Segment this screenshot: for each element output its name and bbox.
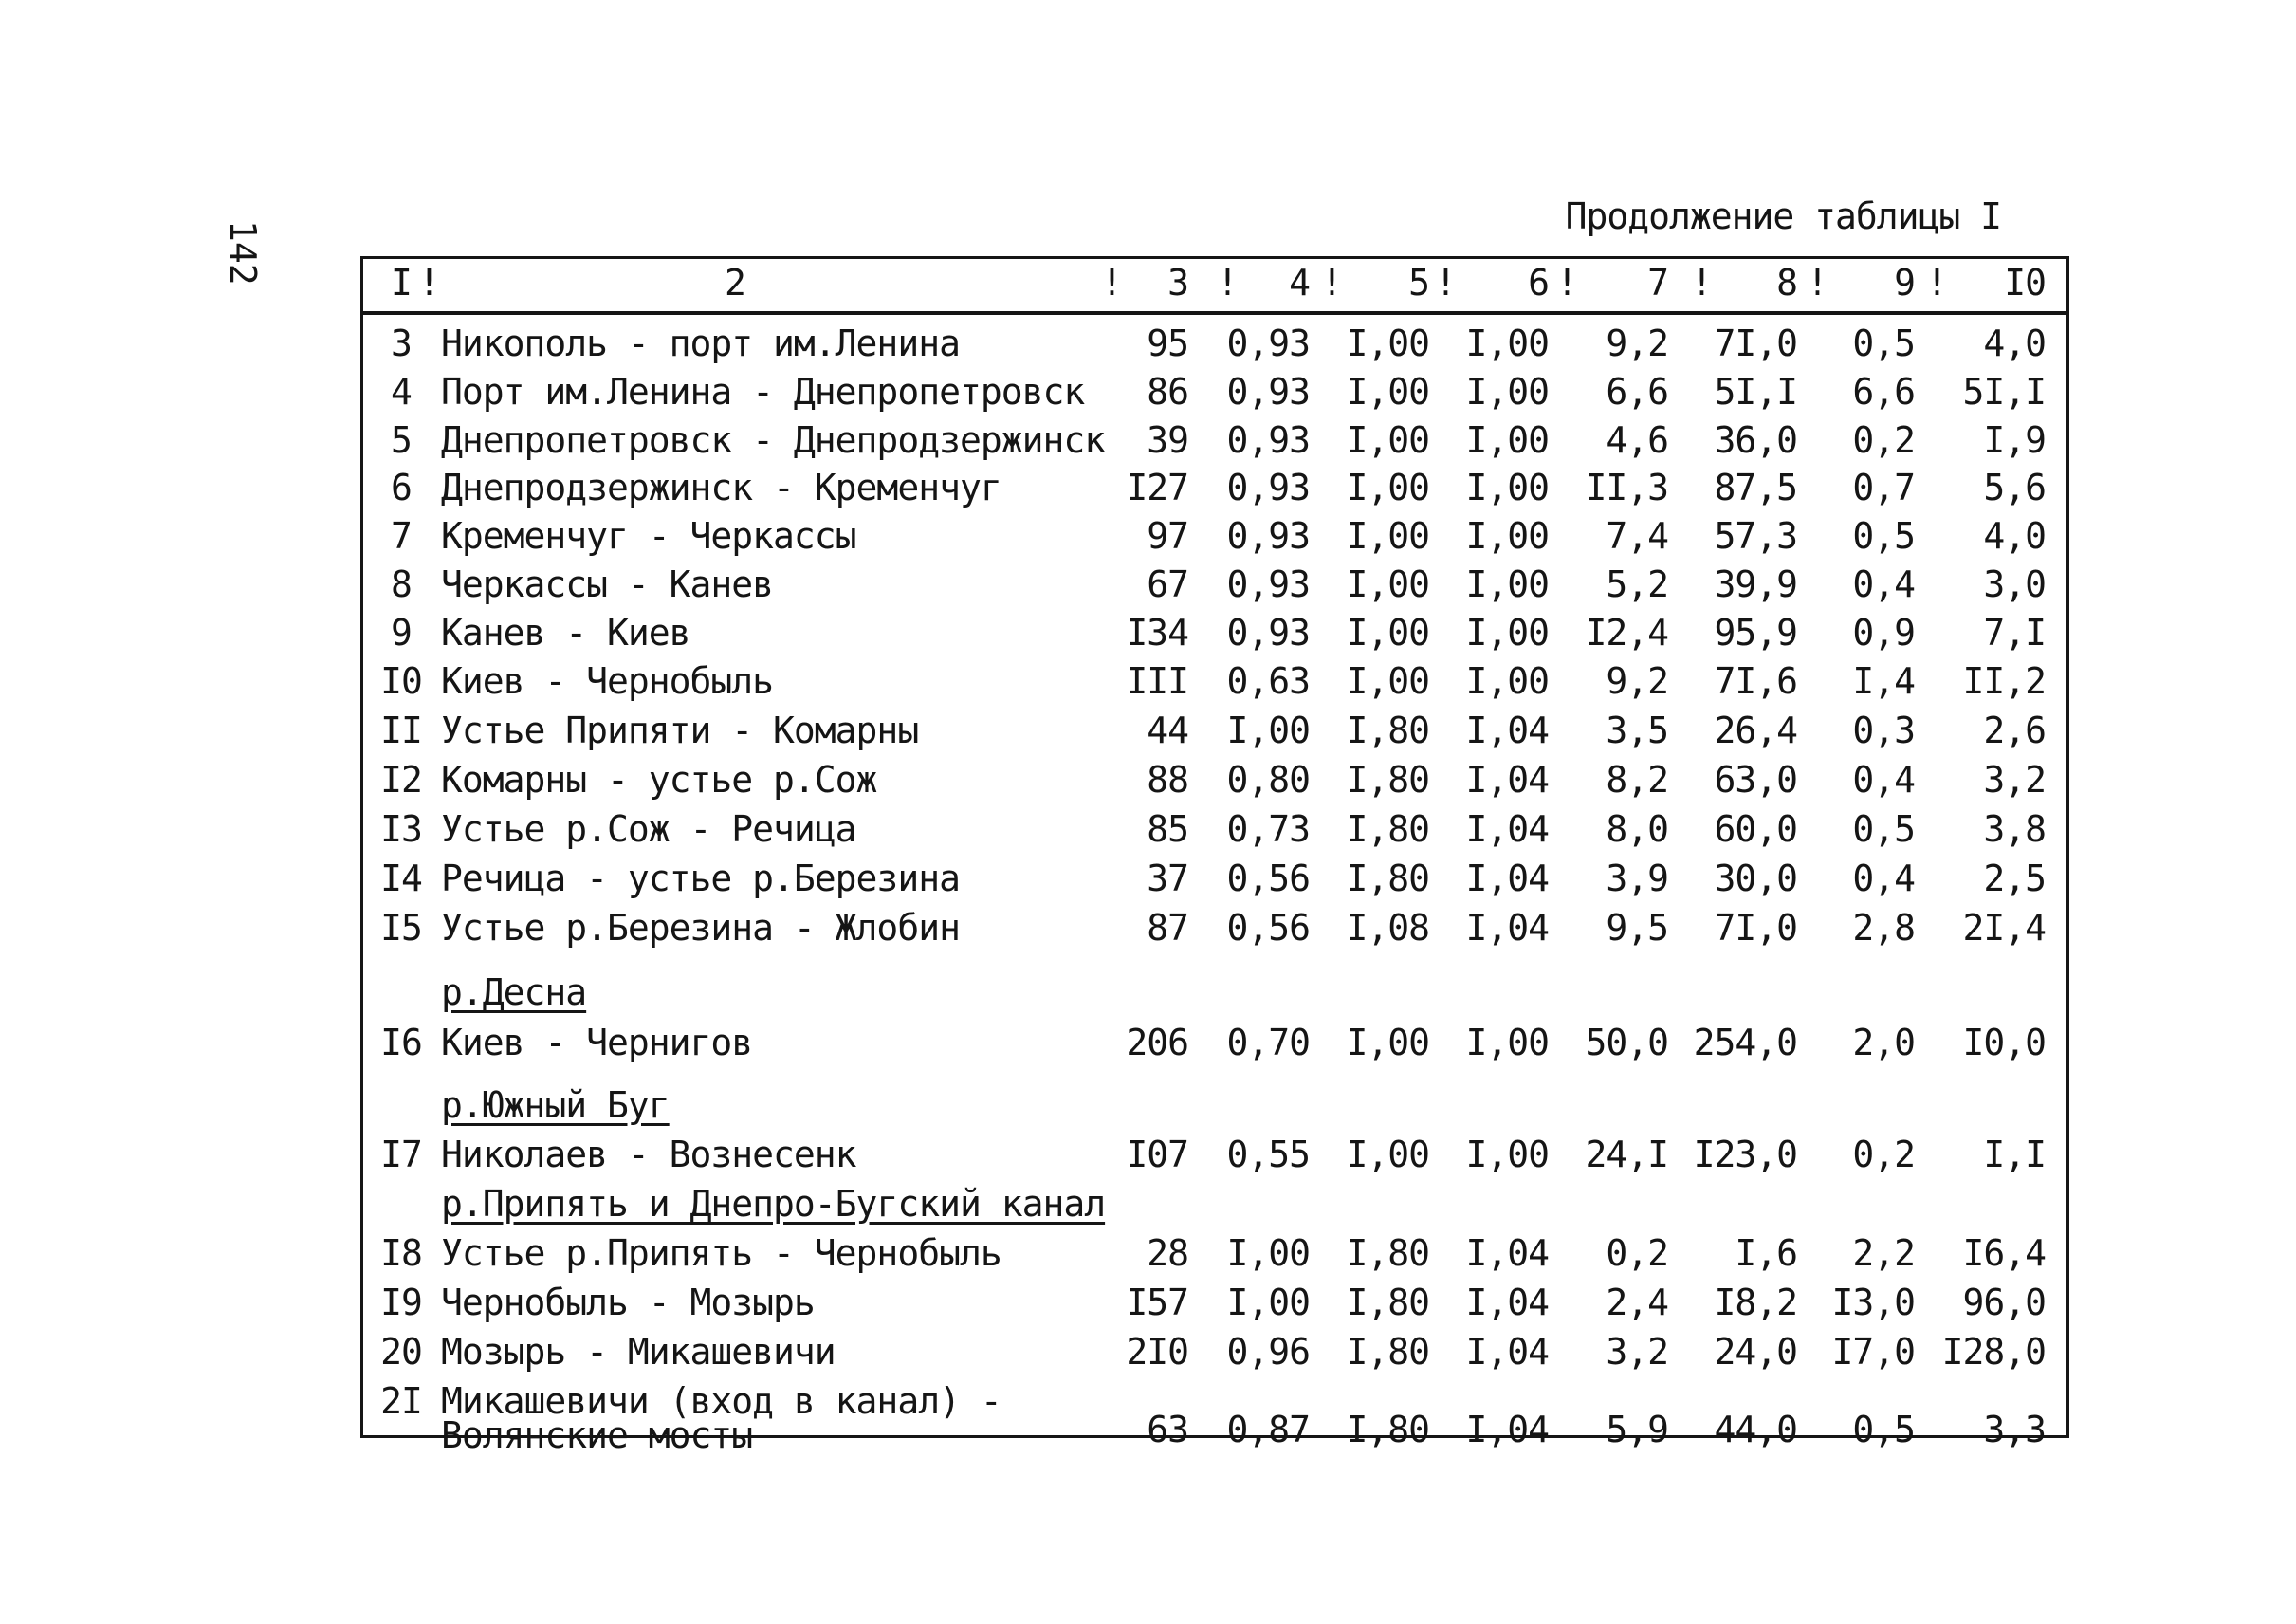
row-name: Канев - Киев — [441, 612, 690, 654]
table-cell: 206 — [1126, 1022, 1188, 1063]
header-separator: ! — [1217, 262, 1239, 304]
table-cell: I,I — [1983, 1134, 2046, 1175]
table-cell: 4,0 — [1983, 515, 2046, 557]
table-cell: I6,4 — [1962, 1232, 2046, 1274]
table-cell: 44,0 — [1714, 1409, 1797, 1450]
row-name: Порт им.Ленина - Днепропетровск — [441, 371, 1085, 413]
table-cell: I,00 — [1346, 1134, 1429, 1175]
row-name: Речица - устье р.Березина — [441, 858, 960, 899]
table-cell: 97 — [1147, 515, 1188, 557]
table-cell: I57 — [1126, 1282, 1188, 1323]
table-cell: I,80 — [1346, 710, 1429, 751]
table-cell: 60,0 — [1714, 808, 1797, 850]
table-cell: 26,4 — [1714, 710, 1797, 751]
table-cell: 39,9 — [1714, 563, 1797, 605]
table-cell: I,00 — [1465, 563, 1549, 605]
table-cell: I,00 — [1226, 710, 1310, 751]
table-cell: 67 — [1147, 563, 1188, 605]
table-cell: 3,9 — [1606, 858, 1668, 899]
table-cell: 6,6 — [1852, 371, 1915, 413]
header-col-c6: 6 — [1528, 262, 1549, 304]
table-cell: I0 — [380, 660, 422, 702]
table-cell: 36,0 — [1714, 419, 1797, 461]
table-cell: 5,9 — [1606, 1409, 1668, 1450]
table-cell: I,00 — [1346, 419, 1429, 461]
row-name: Днепропетровск - Днепродзержинск — [441, 419, 1106, 461]
table-cell: 95,9 — [1714, 612, 1797, 654]
table-cell: I,04 — [1465, 1282, 1549, 1323]
header-col-c8: 8 — [1776, 262, 1797, 304]
table-cell: 87 — [1147, 907, 1188, 949]
table-cell: I7,0 — [1831, 1331, 1915, 1373]
row-name: Киев - Чернобыль — [441, 660, 774, 702]
header-col-c3: 3 — [1167, 262, 1188, 304]
table-cell: 5I,I — [1714, 371, 1797, 413]
row-name: Кременчуг - Черкассы — [441, 515, 856, 557]
table-cell: 0,2 — [1852, 1134, 1915, 1175]
table-cell: 5,2 — [1606, 563, 1668, 605]
table-cell: 39 — [1147, 419, 1188, 461]
table-cell: 6,6 — [1606, 371, 1668, 413]
row-name: Комарны - устье р.Сож — [441, 759, 877, 801]
table-cell: 5I,I — [1962, 371, 2046, 413]
table-cell: I,04 — [1465, 907, 1549, 949]
table-cell: 0,93 — [1226, 371, 1310, 413]
table-cell: 6 — [391, 467, 412, 508]
header-separator: ! — [1807, 262, 1828, 304]
table-cell: 0,5 — [1852, 323, 1915, 364]
table-cell: 86 — [1147, 371, 1188, 413]
table-cell: 8 — [391, 563, 412, 605]
table-cell: 30,0 — [1714, 858, 1797, 899]
table-cell: 9,2 — [1606, 323, 1668, 364]
table-cell: 2,4 — [1606, 1282, 1668, 1323]
table-cell: I,00 — [1226, 1232, 1310, 1274]
table-cell: 3,3 — [1983, 1409, 2046, 1450]
table-cell: 0,9 — [1852, 612, 1915, 654]
table-cell: 5,6 — [1983, 467, 2046, 508]
table-cell: 7I,0 — [1714, 323, 1797, 364]
table-cell: 0,96 — [1226, 1331, 1310, 1373]
table-cell: 85 — [1147, 808, 1188, 850]
table-cell: I,08 — [1346, 907, 1429, 949]
table-cell: I7 — [380, 1134, 422, 1175]
row-name: Устье р.Березина - Жлобин — [441, 907, 960, 949]
table-cell: I07 — [1126, 1134, 1188, 1175]
table-cell: 0,5 — [1852, 808, 1915, 850]
table-cell: I2 — [380, 759, 422, 801]
table-caption: Продолжение таблицы I — [1565, 195, 2001, 237]
table-cell: 44 — [1147, 710, 1188, 751]
header-separator: ! — [1691, 262, 1713, 304]
table-cell: I,00 — [1465, 371, 1549, 413]
row-name: Николаев - Вознесенк — [441, 1134, 856, 1175]
table-cell: I,04 — [1465, 759, 1549, 801]
table-cell: 3,2 — [1983, 759, 2046, 801]
table-cell: 9,2 — [1606, 660, 1668, 702]
table-cell: 3 — [391, 323, 412, 364]
table-cell: 0,4 — [1852, 563, 1915, 605]
table-cell: I6 — [380, 1022, 422, 1063]
table-cell: 0,93 — [1226, 612, 1310, 654]
table-cell: 254,0 — [1693, 1022, 1797, 1063]
table-cell: 4 — [391, 371, 412, 413]
table-cell: 28 — [1147, 1232, 1188, 1274]
header-separator: ! — [418, 262, 440, 304]
table-cell: 96,0 — [1962, 1282, 2046, 1323]
header-col-c2: 2 — [725, 262, 745, 304]
table-cell: I9 — [380, 1282, 422, 1323]
row-name: Микашевичи (вход в канал) - — [441, 1380, 1001, 1422]
table-cell: I,00 — [1346, 323, 1429, 364]
table-cell: I3,0 — [1831, 1282, 1915, 1323]
table-cell: I28,0 — [1941, 1331, 2046, 1373]
header-col-c9: 9 — [1894, 262, 1915, 304]
table-cell: I,00 — [1226, 1282, 1310, 1323]
table-cell: 5 — [391, 419, 412, 461]
table-cell: 7I,6 — [1714, 660, 1797, 702]
table-cell: I,04 — [1465, 710, 1549, 751]
table-cell: 0,5 — [1852, 515, 1915, 557]
row-name: Устье р.Припять - Чернобыль — [441, 1232, 1001, 1274]
table-cell: I,00 — [1346, 371, 1429, 413]
table-cell: 0,56 — [1226, 907, 1310, 949]
row-name-continued: Волянские мосты — [441, 1414, 753, 1456]
table-cell: 8,2 — [1606, 759, 1668, 801]
row-name: Мозырь - Микашевичи — [441, 1331, 836, 1373]
table-cell: I27 — [1126, 467, 1188, 508]
table-cell: I,80 — [1346, 759, 1429, 801]
table-cell: II,2 — [1962, 660, 2046, 702]
table-cell: 0,63 — [1226, 660, 1310, 702]
table-cell: 0,55 — [1226, 1134, 1310, 1175]
table-cell: I,00 — [1346, 515, 1429, 557]
table-cell: I,04 — [1465, 808, 1549, 850]
table-cell: 0,93 — [1226, 515, 1310, 557]
table-cell: I,80 — [1346, 1331, 1429, 1373]
table-cell: 88 — [1147, 759, 1188, 801]
row-name: Днепродзержинск - Кременчуг — [441, 467, 1001, 508]
table-cell: 0,70 — [1226, 1022, 1310, 1063]
header-col-c10: I0 — [2004, 262, 2046, 304]
table-cell: 37 — [1147, 858, 1188, 899]
table-cell: I23,0 — [1693, 1134, 1797, 1175]
table-cell: I,00 — [1465, 515, 1549, 557]
header-col-c1: I — [391, 262, 412, 304]
table-cell: I,00 — [1465, 1134, 1549, 1175]
table-cell: 57,3 — [1714, 515, 1797, 557]
table-cell: 63 — [1147, 1409, 1188, 1450]
table-cell: 8,0 — [1606, 808, 1668, 850]
table-cell: I,00 — [1465, 612, 1549, 654]
header-separator: ! — [1101, 262, 1123, 304]
table-cell: I,00 — [1465, 323, 1549, 364]
table-cell: I8,2 — [1714, 1282, 1797, 1323]
table-cell: 3,2 — [1606, 1331, 1668, 1373]
table-cell: 87,5 — [1714, 467, 1797, 508]
table-cell: I,04 — [1465, 858, 1549, 899]
table-cell: II — [380, 710, 422, 751]
header-separator: ! — [1926, 262, 1948, 304]
row-name: Устье р.Сож - Речица — [441, 808, 856, 850]
table-cell: 3,0 — [1983, 563, 2046, 605]
table-cell: 0,56 — [1226, 858, 1310, 899]
table-cell: I,04 — [1465, 1331, 1549, 1373]
table-cell: 0,4 — [1852, 759, 1915, 801]
table-cell: I,80 — [1346, 1232, 1429, 1274]
header-col-c7: 7 — [1647, 262, 1668, 304]
table-cell: 0,93 — [1226, 563, 1310, 605]
table-cell: I,00 — [1346, 660, 1429, 702]
table-cell: I,00 — [1465, 1022, 1549, 1063]
table-cell: 3,5 — [1606, 710, 1668, 751]
table-cell: I,80 — [1346, 1282, 1429, 1323]
table-cell: I,00 — [1465, 467, 1549, 508]
section-heading: р.Припять и Днепро-Бугский канал — [441, 1183, 1106, 1225]
table-cell: II,3 — [1585, 467, 1668, 508]
table-cell: 2I,4 — [1962, 907, 2046, 949]
table-cell: I,4 — [1852, 660, 1915, 702]
header-separator: ! — [1556, 262, 1578, 304]
table-cell: III — [1126, 660, 1188, 702]
row-name: Киев - Чернигов — [441, 1022, 753, 1063]
table-cell: I8 — [380, 1232, 422, 1274]
table-cell: 24,I — [1585, 1134, 1668, 1175]
table-cell: 63,0 — [1714, 759, 1797, 801]
header-col-c4: 4 — [1289, 262, 1310, 304]
table-cell: 0,3 — [1852, 710, 1915, 751]
table-cell: 3,8 — [1983, 808, 2046, 850]
table-cell: 2,5 — [1983, 858, 2046, 899]
table-cell: I,00 — [1465, 419, 1549, 461]
table-cell: 0,5 — [1852, 1409, 1915, 1450]
table-cell: 24,0 — [1714, 1331, 1797, 1373]
table-cell: 4,0 — [1983, 323, 2046, 364]
table-cell: 0,2 — [1852, 419, 1915, 461]
table-cell: 0,2 — [1606, 1232, 1668, 1274]
table-cell: I,00 — [1346, 563, 1429, 605]
table-cell: 95 — [1147, 323, 1188, 364]
table-cell: I,80 — [1346, 858, 1429, 899]
table-cell: I4 — [380, 858, 422, 899]
table-cell: 2,6 — [1983, 710, 2046, 751]
table-cell: 9,5 — [1606, 907, 1668, 949]
table-cell: 0,93 — [1226, 323, 1310, 364]
table-cell: 0,80 — [1226, 759, 1310, 801]
section-heading: р.Южный Буг — [441, 1084, 670, 1126]
table-cell: I,00 — [1346, 467, 1429, 508]
row-name: Черкассы - Канев — [441, 563, 774, 605]
table-cell: 7I,0 — [1714, 907, 1797, 949]
page-number: 142 — [222, 220, 264, 286]
table-cell: I,9 — [1983, 419, 2046, 461]
table-cell: 2I0 — [1126, 1331, 1188, 1373]
table-cell: I3 — [380, 808, 422, 850]
header-col-c5: 5 — [1408, 262, 1429, 304]
table-cell: I2,4 — [1585, 612, 1668, 654]
table-cell: I34 — [1126, 612, 1188, 654]
table-cell: 0,73 — [1226, 808, 1310, 850]
table-cell: I,00 — [1346, 612, 1429, 654]
table-cell: 7,4 — [1606, 515, 1668, 557]
table-cell: 2I — [380, 1380, 422, 1422]
data-table — [360, 256, 2069, 1456]
table-cell: I,00 — [1346, 1022, 1429, 1063]
table-cell: I5 — [380, 907, 422, 949]
table-cell: I,04 — [1465, 1409, 1549, 1450]
table-cell: I,80 — [1346, 808, 1429, 850]
table-cell: I,04 — [1465, 1232, 1549, 1274]
table-cell: 0,93 — [1226, 419, 1310, 461]
table-cell: I,00 — [1465, 660, 1549, 702]
table-cell: 2,0 — [1852, 1022, 1915, 1063]
table-cell: 0,93 — [1226, 467, 1310, 508]
table-cell: I,6 — [1735, 1232, 1797, 1274]
table-cell: 50,0 — [1585, 1022, 1668, 1063]
header-separator: ! — [1321, 262, 1343, 304]
table-cell: 0,7 — [1852, 467, 1915, 508]
row-name: Чернобыль - Мозырь — [441, 1282, 815, 1323]
table-cell: 7,I — [1983, 612, 2046, 654]
table-cell: 2,2 — [1852, 1232, 1915, 1274]
table-cell: 7 — [391, 515, 412, 557]
table-cell: 0,4 — [1852, 858, 1915, 899]
row-name: Никополь - порт им.Ленина — [441, 323, 960, 364]
table-cell: 4,6 — [1606, 419, 1668, 461]
table-cell: 9 — [391, 612, 412, 654]
table-cell: 0,87 — [1226, 1409, 1310, 1450]
table-cell: I0,0 — [1962, 1022, 2046, 1063]
table-cell: 2,8 — [1852, 907, 1915, 949]
section-heading: р.Десна — [441, 971, 587, 1013]
table-cell: 20 — [380, 1331, 422, 1373]
header-divider — [363, 311, 2066, 315]
table-cell: I,80 — [1346, 1409, 1429, 1450]
header-separator: ! — [1435, 262, 1457, 304]
row-name: Устье Припяти - Комарны — [441, 710, 919, 751]
